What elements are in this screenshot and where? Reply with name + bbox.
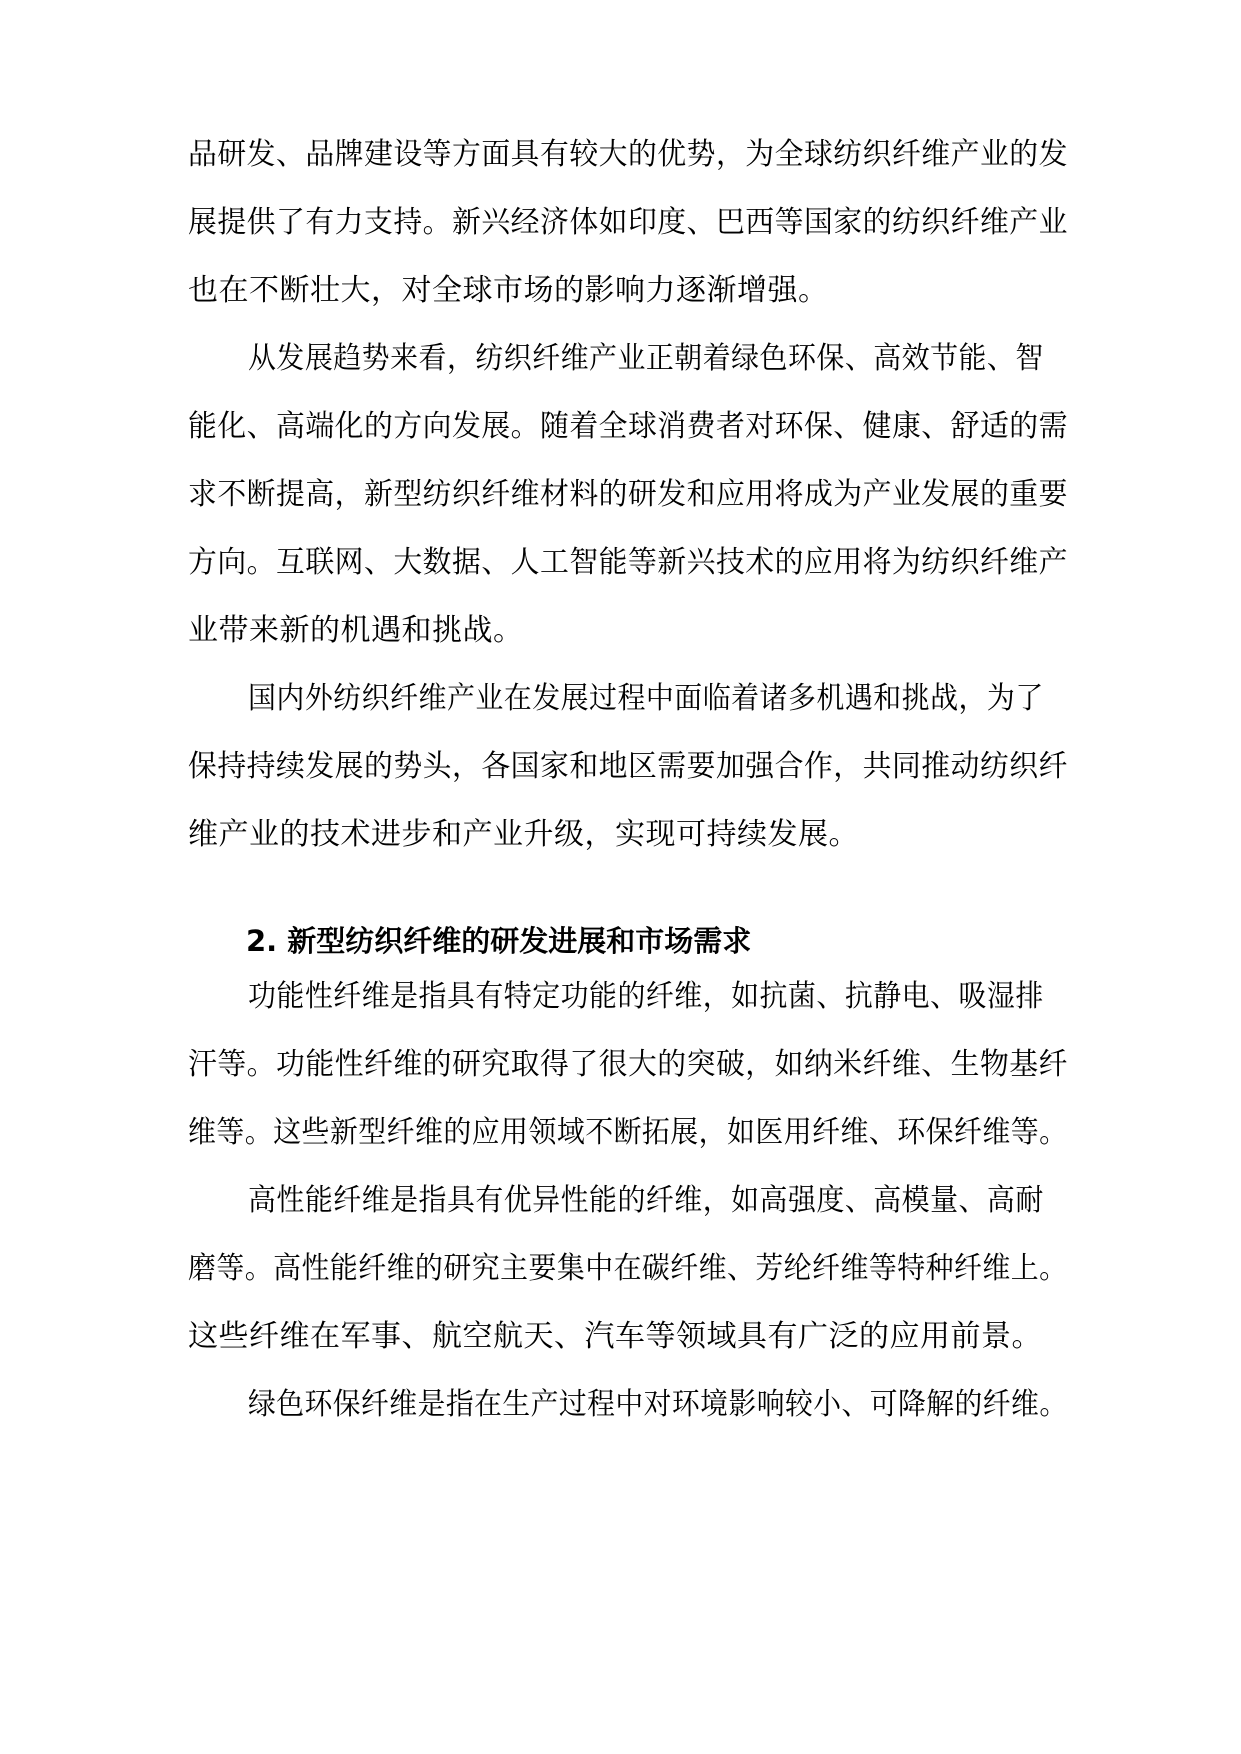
paragraph-line: 求不断提高，新型纺织纤维材料的研发和应用将成为产业发展的重要 xyxy=(188,477,1068,512)
paragraph-line: 能化、高端化的方向发展。随着全球消费者对环保、健康、舒适的需 xyxy=(188,409,1068,444)
paragraph-line: 高性能纤维是指具有优异性能的纤维，如高强度、高模量、高耐 xyxy=(248,1183,1044,1218)
paragraph-line: 品研发、品牌建设等方面具有较大的优势，为全球纺织纤维产业的发 xyxy=(188,137,1068,172)
paragraph-line: 维等。这些新型纤维的应用领域不断拓展，如医用纤维、环保纤维等。 xyxy=(188,1115,1068,1150)
section-heading: 2. 新型纺织纤维的研发进展和市场需求 xyxy=(246,924,752,958)
paragraph-line: 维产业的技术进步和产业升级，实现可持续发展。 xyxy=(188,817,859,852)
paragraph-line: 也在不断壮大，对全球市场的影响力逐渐增强。 xyxy=(188,273,829,308)
paragraph-line: 国内外纺织纤维产业在发展过程中面临着诸多机遇和挑战，为了 xyxy=(248,681,1044,716)
paragraph-line: 绿色环保纤维是指在生产过程中对环境影响较小、可降解的纤维。 xyxy=(248,1387,1068,1422)
paragraph-line: 保持持续发展的势头，各国家和地区需要加强合作，共同推动纺织纤 xyxy=(188,749,1068,784)
paragraph-line: 功能性纤维是指具有特定功能的纤维，如抗菌、抗静电、吸湿排 xyxy=(248,979,1044,1014)
paragraph-line: 展提供了有力支持。新兴经济体如印度、巴西等国家的纺织纤维产业 xyxy=(188,205,1068,240)
paragraph-line: 汗等。功能性纤维的研究取得了很大的突破，如纳米纤维、生物基纤 xyxy=(188,1047,1068,1082)
paragraph-line: 方向。互联网、大数据、人工智能等新兴技术的应用将为纺织纤维产 xyxy=(188,545,1068,580)
paragraph-line: 从发展趋势来看，纺织纤维产业正朝着绿色环保、高效节能、智 xyxy=(248,341,1044,376)
paragraph-line: 业带来新的机遇和挑战。 xyxy=(188,613,524,648)
paragraph-line: 磨等。高性能纤维的研究主要集中在碳纤维、芳纶纤维等特种纤维上。 xyxy=(188,1251,1068,1286)
paragraph-line: 这些纤维在军事、航空航天、汽车等领域具有广泛的应用前景。 xyxy=(188,1319,1042,1354)
